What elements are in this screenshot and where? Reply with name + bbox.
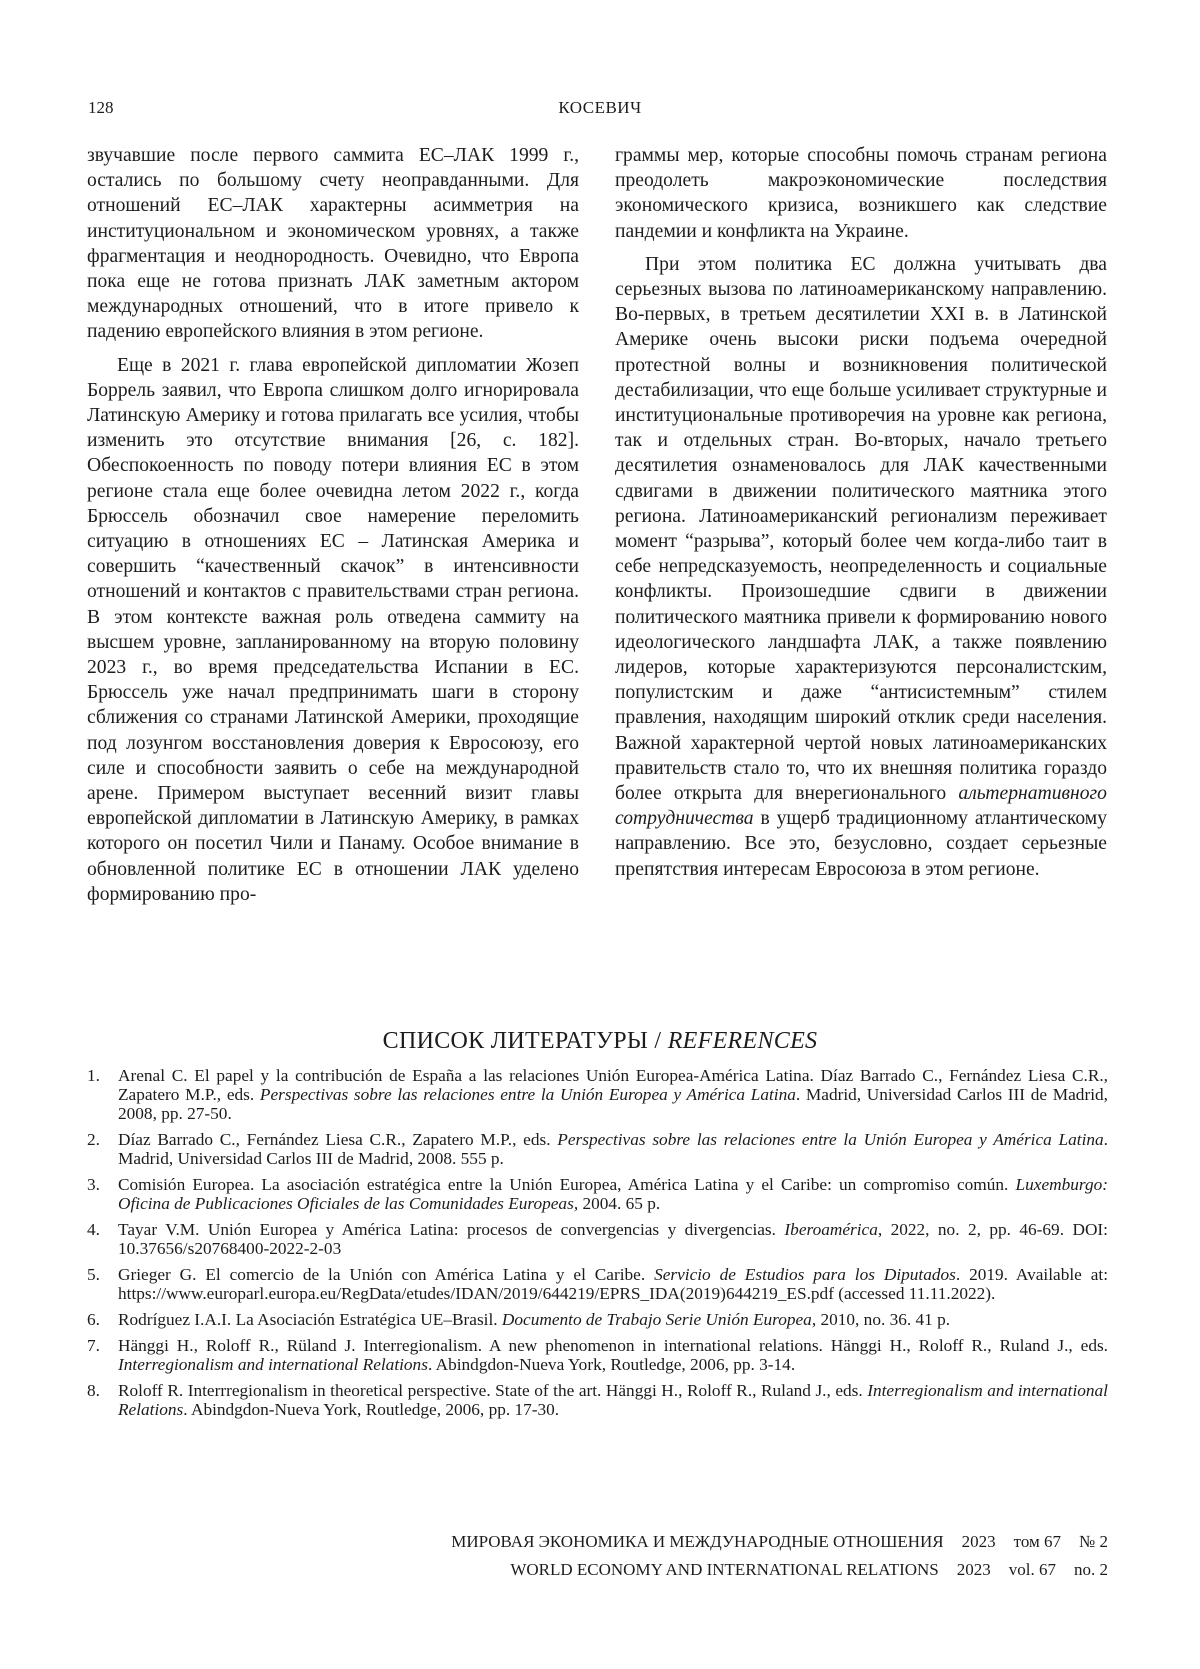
reference-authors: Roloff R. Interrregionalism in theoretical perspective. State of the art. Hänggi H., Roloff R., Ruland J., eds. [118,1381,863,1400]
reference-authors: Rodríguez I.A.I. La Asociación Estratégica UE–Brasil. [118,1310,498,1329]
reference-text [118,1066,1108,1123]
reference-authors: Hänggi H., Roloff R., Rüland J. Interregionalism. A new phenomenon in international relations. Hänggi H., Roloff R., Ruland J., eds. [118,1336,1108,1355]
reference-number: 1. [87,1066,100,1085]
reference-text [118,1381,1108,1419]
reference-source: Interregionalism and international Relations [118,1355,428,1374]
emphasis-text: альтернативного сотрудничества [615,783,1107,830]
reference-number: 7. [87,1336,100,1355]
reference-number: 5. [87,1265,100,1284]
reference-text [118,1175,1108,1213]
reference-details: . Madrid, Universidad Carlos III de Madrid, 2008. 555 p. [118,1130,1108,1168]
reference-text [118,1220,1108,1258]
reference-number: 2. [87,1130,100,1149]
journal-name: МИРОВАЯ ЭКОНОМИКА И МЕЖДУНАРОДНЫЕ ОТНОШЕНИЯ [451,1532,944,1551]
reference-authors: Arenal C. El papel y la contribución de España a las relaciones Unión Europea-América Latina. Díaz Barrado C., Fernández Liesa C.R., Zapatero M.P., eds. [118,1066,1108,1104]
journal-name: WORLD ECONOMY AND INTERNATIONAL RELATIONS [510,1560,939,1579]
reference-authors: Comisión Europea. La asociación estratégica entre la Unión Europea, América Latina y el Caribe: un compromiso común. [118,1175,1009,1194]
reference-details: . Madrid, Universidad Carlos III de Madrid, 2008, pp. 27-50. [118,1085,1108,1123]
reference-source: Iberoamérica [784,1220,878,1239]
reference-item [87,1066,1108,1123]
reference-text [118,1265,1108,1303]
journal-issue: № 2 [1079,1532,1108,1551]
reference-item [87,1381,1108,1419]
page-number: 128 [88,98,114,117]
references-heading [0,1028,1200,1055]
reference-details: , 2022, no. 2, pp. 46-69. DOI: 10.37656/s20768400-2022-2-03 [118,1220,1108,1258]
reference-details: , 2004. 65 p. [573,1194,661,1213]
paragraph: граммы мер, которые способны помочь странам региона преодолеть макроэкономические последствия экономического кризиса, возникшего как следствие пандемии и конфликта на Украине. [615,145,1107,242]
paragraph [615,252,1107,882]
reference-source: Perspectivas sobre las relaciones entre la Unión Europea y América Latina [557,1130,1104,1149]
journal-footer-en [510,1560,1108,1580]
running-title: КОСЕВИЧ [558,98,642,117]
reference-authors: Díaz Barrado C., Fernández Liesa C.R., Zapatero M.P., eds. [118,1130,551,1149]
paragraph: звучавшие после первого саммита ЕС–ЛАК 1999 г., остались по большому счету неоправданными. Для отношений ЕС–ЛАК характерны асимметрия на институциональном и экономическом уровнях, а также фрагментация и неоднородность. Очевидно, что Европа пока еще не готова признать ЛАК заметным актором международных отношений, что в итоге привело к падению европейского влияния в этом регионе. [87,145,579,343]
reference-details: . Abindgdon-Nueva York, Routledge, 2006, pp. 3-14. [427,1355,796,1374]
reference-item [87,1130,1108,1168]
reference-text [118,1130,1108,1168]
left-column [87,143,579,907]
reference-item [87,1310,1108,1329]
reference-source: Servicio de Estudios para los Diputados [654,1265,956,1284]
reference-number: 4. [87,1220,100,1239]
reference-authors: Grieger G. El comercio de la Unión con América Latina y el Caribe. [118,1265,646,1284]
reference-number: 6. [87,1310,100,1329]
reference-source: Documento de Trabajo Serie Unión Europea [501,1310,812,1329]
reference-details: . Abindgdon-Nueva York, Routledge, 2006, pp. 17-30. [183,1400,560,1419]
reference-details: . 2019. Available at: https://www.europarl.europa.eu/RegData/etudes/IDAN/2019/644219/EPRS_IDA(2019)644219_ES.pdf (accessed 11.11.2022). [118,1265,1108,1303]
references-list [87,1066,1108,1426]
references-heading-en: REFERENCES [667,1028,818,1054]
reference-details: , 2010, no. 36. 41 p. [811,1310,951,1329]
references-heading-ru: СПИСОК ЛИТЕРАТУРЫ / [382,1028,662,1054]
journal-volume: vol. 67 [1008,1560,1056,1579]
reference-authors: Tayar V.M. Unión Europea y América Latina: procesos de convergencias y divergencias. [118,1220,776,1239]
journal-issue: no. 2 [1074,1560,1108,1579]
reference-source: Perspectivas sobre las relaciones entre la Unión Europea y América Latina [259,1085,796,1104]
reference-item [87,1336,1108,1374]
reference-item [87,1220,1108,1258]
paragraph-text: При этом политика ЕС должна учитывать два серьезных вызова по латиноамериканскому направлению. Во-первых, в третьем десятилетии XXI в. в Латинской Америке очень высоки риски подъема очередной протестной волны и возникновения политической дестабилизации, что еще больше усиливает структурные и институциональные противоречия на уровне как региона, так и отдельных стран. Во-вторых, начало третьего десятилетия ознаменовалось для ЛАК качественными сдвигами в движении политического маятника этого региона. Латиноамериканский регионализм переживает момент “разрыва”, который более чем когда-либо таит в себе непредсказуемость, неопределенность и социальные конфликты. Произошедшие сдвиги в движении политического маятника привели к формированию нового идеологического ландшафта ЛАК, а также появлению лидеров, которые характеризуются персоналистским, популистским и даже “антисистемным” стилем правления, находящим широкий отклик среди населения. Важной характерной чертой новых латиноамериканских правительств стало то, что их внешняя политика гораздо более открыта для внерегионального [615,253,1107,805]
reference-number: 8. [87,1381,100,1400]
paragraph-text: в ущерб традиционному атлантическому направлению. Все это, безусловно, создает серьезные препятствия интересам Евросоюза в этом регионе. [615,808,1107,880]
reference-source: Interregionalism and international Relations [118,1381,1108,1419]
right-column [615,143,1107,882]
paragraph: Еще в 2021 г. глава европейской дипломатии Жозеп Боррель заявил, что Европа слишком долго игнорировала Латинскую Америку и готова прилагать все усилия, чтобы изменить это отсутствие внимания [26, с. 182]. Обеспокоенность по поводу потери влияния ЕС в этом регионе стала еще более очевидна летом 2022 г., когда Брюссель обозначил свое намерение переломить ситуацию в отношениях ЕС – Латинская Америка и совершить “качественный скачок” в интенсивности отношений и контактов с правительствами стран региона. В этом контексте важная роль отведена саммиту на высшем уровне, запланированному на вторую половину 2023 г., во время председательства Испании в ЕС. Брюссель уже начал предпринимать шаги в сторону сближения со странами Латинской Америки, проходящие под лозунгом восстановления доверия к Евросоюзу, его силе и способности заявить о себе на международной арене. Примером выступает весенний визит главы европейской дипломатии в Латинскую Америку, в рамках которого он посетил Чили и Панаму. Особое внимание в обновленной политике ЕС в отношении ЛАК уделено формированию про- [87,354,579,905]
reference-text [118,1310,1108,1329]
journal-year: 2023 [961,1532,996,1551]
reference-text [118,1336,1108,1374]
journal-year: 2023 [956,1560,991,1579]
journal-volume: том 67 [1013,1532,1062,1551]
reference-number: 3. [87,1175,100,1194]
reference-item [87,1175,1108,1213]
reference-source: Luxemburgo: Oficina de Publicaciones Oficiales de las Comunidades Europeas [118,1175,1108,1213]
journal-footer-ru [451,1532,1108,1552]
reference-item [87,1265,1108,1303]
